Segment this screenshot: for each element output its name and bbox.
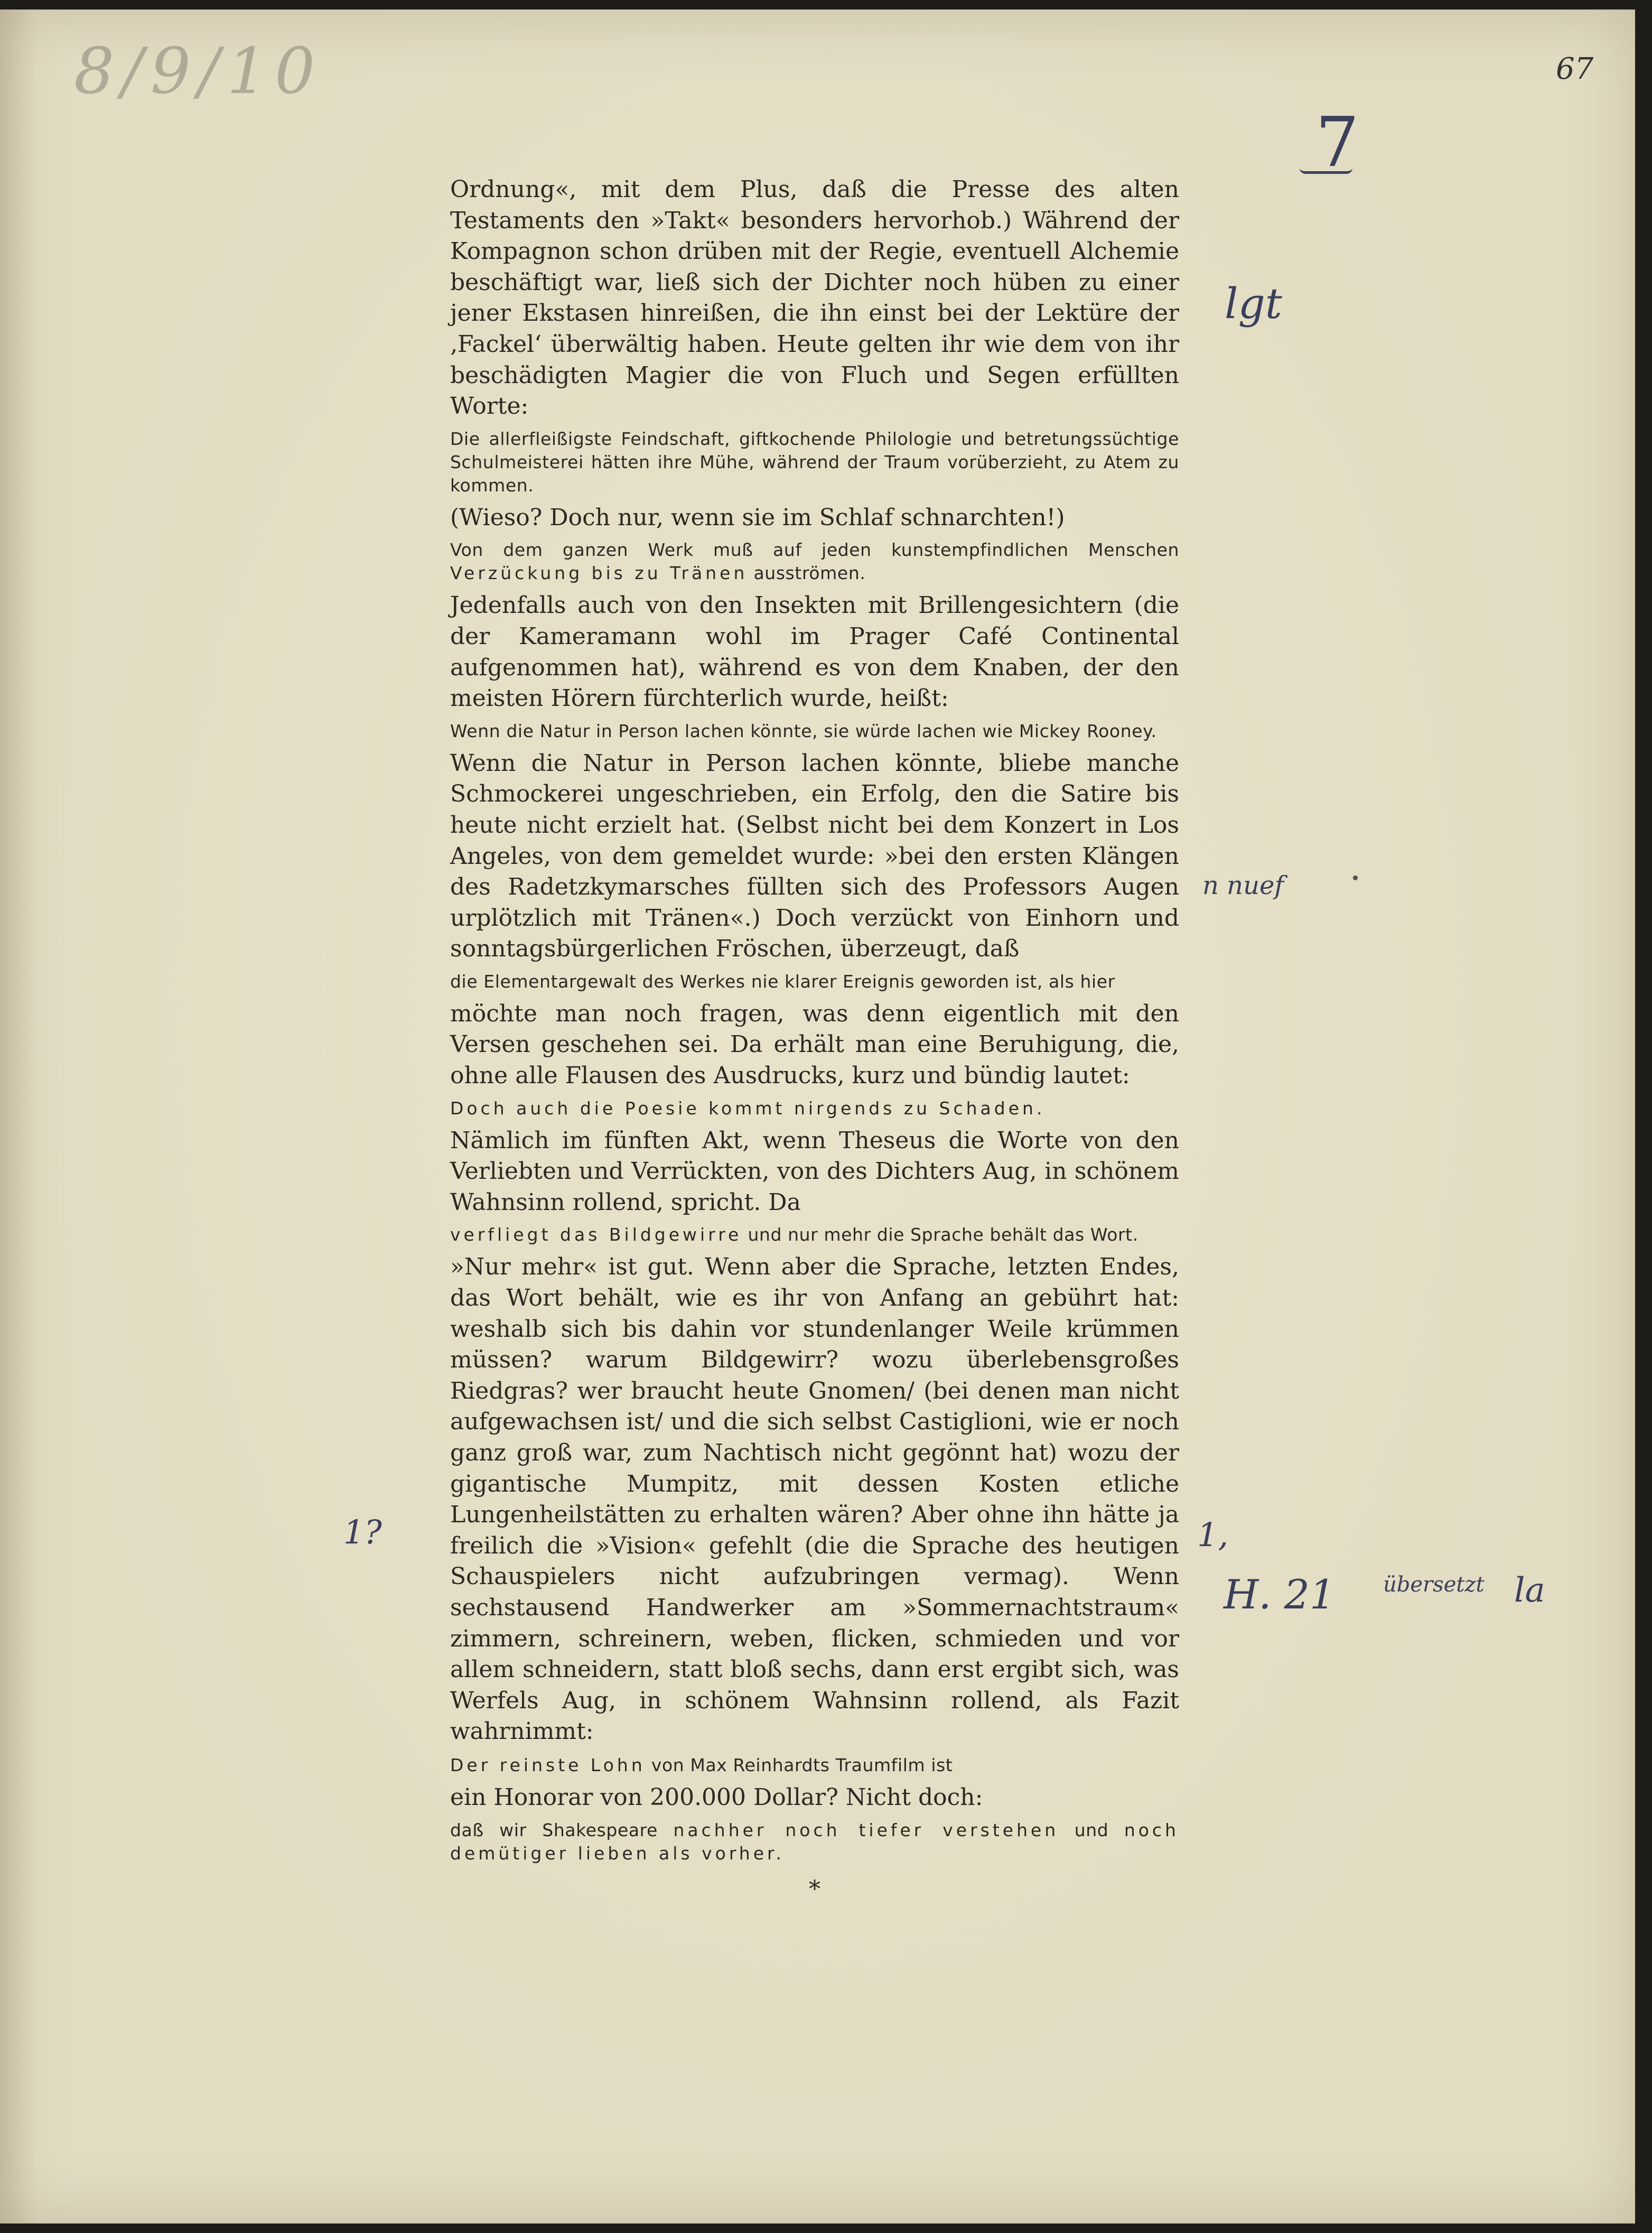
quote-spaced: Verzückung bis zu Tränen xyxy=(450,563,748,584)
quotation xyxy=(450,538,1179,585)
quote-text: daß wir Shakespeare xyxy=(450,1819,658,1840)
quote-spaced: nachher noch tiefer verstehen xyxy=(673,1819,1059,1840)
annotation-sheet-underline xyxy=(1300,168,1352,174)
annotation-margin-left: 1? xyxy=(343,1513,382,1551)
quotation: Doch auch die Poesie kommt nirgends zu Schaden. xyxy=(450,1097,1046,1119)
quote-text: und nur mehr die Sprache behält das Wort. xyxy=(748,1224,1138,1245)
annotation-margin-lgt: lgt xyxy=(1225,279,1282,328)
quote-spaced: verfliegt das Bildgewirre xyxy=(450,1224,742,1245)
end-mark: * xyxy=(809,1875,820,1903)
quote-text: und xyxy=(1074,1819,1109,1840)
quotation: die Elementargewalt des Werkes nie klarer Ereignis geworden ist, als hier xyxy=(450,971,1115,992)
annotation-page-number: 67 xyxy=(1556,52,1594,86)
annotation-margin-right: 1, xyxy=(1197,1515,1229,1554)
scan-top-edge xyxy=(0,0,1652,10)
paragraph: (Wieso? Doch nur, wenn sie im Schlaf schnarchten!) xyxy=(450,504,1065,531)
paragraph: Nämlich im fünften Akt, wenn Theseus die Worte von den Verliebten und Verrückten, von des Dichters Aug, in schönem Wahnsinn rollend, spricht. Da xyxy=(450,1127,1179,1216)
annotation-margin-la: la xyxy=(1514,1571,1545,1610)
paragraph: Ordnung«, mit dem Plus, daß die Presse des alten Testaments den »Takt« besonders hervorhob.) Während der Kompagnon schon drüben mit der Regie, eventuell Alchemie beschäftigt war, ließ sich der Dichter noch hüben zu einer jener Ekstasen hinreißen, die ihn einst bei der Lektüre der ‚Fackel‘ überwältig haben. Heute gelten ihr wie dem von ihr beschädigten Magier die von Fluch und Segen erfüllten Worte: xyxy=(450,176,1179,420)
quote-text: von Max Reinhardts Traumfilm ist xyxy=(651,1754,953,1775)
quote-text: Von dem ganzen Werk muß auf jeden kunstempfindlichen Menschen xyxy=(450,539,1179,561)
quote-text: ausströmen. xyxy=(753,563,866,584)
quotation: Die allerfleißigste Feindschaft, giftkochende Philologie und betretungssüchtige Schulmeisterei hätten ihre Mühe, während der Traum vorüberzieht, zu Atem zu kommen. xyxy=(450,428,1179,496)
scan-right-edge xyxy=(1635,0,1652,2233)
annotation-margin-ubersetzt: übersetzt xyxy=(1383,1573,1485,1597)
annotation-top-left: 8/9/10 xyxy=(74,35,323,108)
annotation-margin-h21: H. 21 xyxy=(1224,1571,1336,1618)
paragraph: Wenn die Natur in Person lachen könnte, bliebe manche Schmockerei ungeschrieben, ein Erfolg, den die Satire bis heute nicht erzielt hat. (Selbst nicht bei dem Konzert in Los Angeles, von dem gemeldet wurde: »bei den ersten Klängen des Radetzkymarsches füllten sich des Professors Augen urplötzlich mit Tränen«.) Doch verzückt von Einhorn und sonntagsbürgerlichen Fröschen, überzeugt, daß xyxy=(450,749,1179,963)
quotation: Wenn die Natur in Person lachen könnte, sie würde lachen wie Mickey Rooney. xyxy=(450,720,1157,741)
document-body xyxy=(450,174,1179,1903)
quotation xyxy=(450,1223,1179,1246)
document-page xyxy=(0,10,1635,2223)
paragraph: ein Honorar von 200.000 Dollar? Nicht doch: xyxy=(450,1783,983,1811)
annotation-margin-dot: • xyxy=(1350,868,1360,888)
quotation xyxy=(450,1754,1179,1777)
annotation-margin-nunef: n nuef xyxy=(1202,871,1284,900)
paragraph: möchte man noch fragen, was denn eigentlich mit den Versen geschehen sei. Da erhält man eine Beruhigung, die, ohne alle Flausen des Ausdrucks, kurz und bündig lautet: xyxy=(450,1000,1179,1090)
quote-spaced: noch demütiger lieben als vorher. xyxy=(450,1819,1179,1864)
quote-spaced: Der reinste Lohn xyxy=(450,1754,646,1775)
annotation-sheet-number: 7 xyxy=(1315,102,1359,182)
quotation xyxy=(450,1819,1179,1865)
paragraph: Jedenfalls auch von den Insekten mit Brillengesichtern (die der Kameramann wohl im Prager Café Continental aufgenommen hat), während es von dem Knaben, der den meisten Hörern fürchterlich wurde, heißt: xyxy=(450,592,1179,712)
paragraph: »Nur mehr« ist gut. Wenn aber die Sprache, letzten Endes, das Wort behält, wie es ihr von Anfang an gebührt hat: weshalb sich bis dahin vor stundenlanger Weile krümmen müssen? warum Bildgewirr? wozu überlebensgroßes Riedgras? wer braucht heute Gnomen/ (bei denen man nicht aufgewachsen ist/ und die sich selbst Castiglioni, wie er noch ganz groß war, zum Nachtisch nicht gegönnt hat) wozu der gigantische Mumpitz, mit dessen Kosten etliche Lungenheilstätten zu erhalten wären? Aber ohne ihn hätte ja freilich die »Vision« gefehlt (die die Sprache des heutigen Schauspielers nicht aufzubringen vermag). Wenn sechstausend Handwerker am »Sommernachtstraum« zimmern, schreinern, weben, flicken, schmieden und vor allem schneidern, statt bloß sechs, dann erst ergibt sich, was Werfels Aug, in schönem Wahnsinn rollend, als Fazit wahrnimmt: xyxy=(450,1253,1179,1745)
